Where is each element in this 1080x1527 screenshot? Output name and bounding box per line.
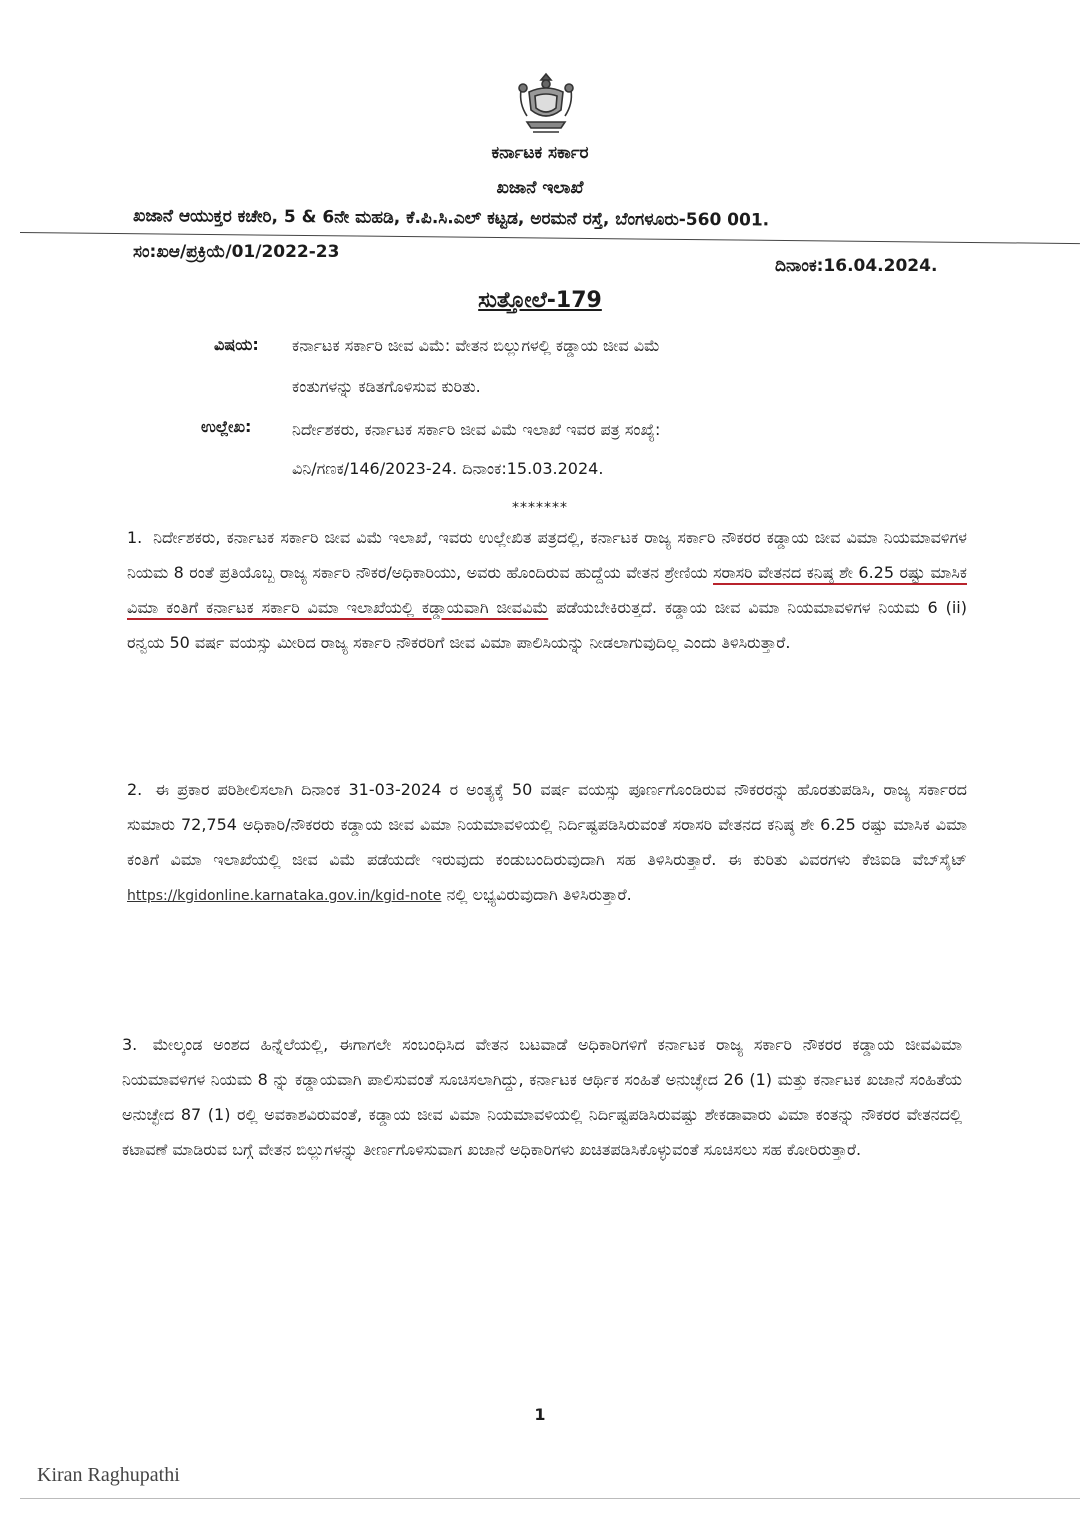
paragraph-text: ಪಡೆಯಬೇಕಿರುತ್ತದೆ. ಕಡ್ಡಾಯ ಜೀವ ವಿಮಾ ನಿಯಮಾವಳಿಗಳ ನಿಯಮ 6 (ii) ರನ್ವಯ 50 ವರ್ಷ ವಯಸ್ಸು ಮೀರಿದ ರಾಜ್ಯ ಸರ್ಕಾರಿ ನೌಕರರಿಗೆ ಜೀವ ವಿಮಾ ಪಾಲಿಸಿಯನ್ನು ನೀಡಲಾಗುವುದಿಲ್ಲ ಎಂದು ತಿಳಿಸಿರುತ್ತಾರೆ. [127, 598, 967, 652]
paragraph-1 [127, 520, 967, 660]
reference-number: ಸಂ:ಖಆ/ಪ್ರಕ್ರಿಯೆ/01/2022-23 [133, 242, 340, 262]
paragraph-number: 1. [127, 528, 143, 547]
paragraph-number: 3. [122, 1035, 138, 1054]
bottom-divider [20, 1498, 1080, 1499]
paragraph-number: 2. [127, 780, 143, 799]
government-name: ಕರ್ನಾಟಕ ಸರ್ಕಾರ [491, 143, 589, 163]
watermark: Kiran Raghupathi [37, 1464, 180, 1486]
subject-line-2: ಕಂತುಗಳನ್ನು ಕಡಿತಗೊಳಿಸುವ ಕುರಿತು. [292, 377, 481, 396]
subject-label: ವಿಷಯ: [214, 335, 259, 354]
separator: ******* [512, 500, 568, 516]
state-emblem-icon [515, 70, 577, 138]
paragraph-text: ಮೇಲ್ಕಂಡ ಅಂಶದ ಹಿನ್ನೆಲೆಯಲ್ಲಿ, ಈಗಾಗಲೇ ಸಂಬಂಧಿಸಿದ ವೇತನ ಬಟವಾಡೆ ಅಧಿಕಾರಿಗಳಿಗೆ ಕರ್ನಾಟಕ ರಾಜ್ಯ ಸರ್ಕಾರಿ ನೌಕರರ ಕಡ್ಡಾಯ ಜೀವವಿಮಾ ನಿಯಮಾವಳಿಗಳ ನಿಯಮ 8 ನ್ನು ಕಡ್ಡಾಯವಾಗಿ ಪಾಲಿಸುವಂತೆ ಸೂಚಿಸಲಾಗಿದ್ದು, ಕರ್ನಾಟಕ ಆರ್ಥಿಕ ಸಂಹಿತೆ ಅನುಚ್ಛೇದ 26 (1) ಮತ್ತು ಕರ್ನಾಟಕ ಖಜಾನೆ ಸಂಹಿತೆಯ ಅನುಚ್ಛೇದ 87 (1) ರಲ್ಲಿ ಅವಕಾಶವಿರುವಂತೆ, ಕಡ್ಡಾಯ ಜೀವ ವಿಮಾ ನಿಯಮಾವಳಿಯಲ್ಲಿ ನಿರ್ದಿಷ್ಟಪಡಿಸಿರುವಷ್ಟು ಶೇಕಡಾವಾರು ವಿಮಾ ಕಂತನ್ನು ನೌಕರರ ವೇತನದಲ್ಲಿ ಕಟಾವಣೆ ಮಾಡಿರುವ ಬಗ್ಗೆ ವೇತನ ಬಿಲ್ಲುಗಳನ್ನು ತೀರ್ಣಗೊಳಿಸುವಾಗ ಖಜಾನೆ ಅಧಿಕಾರಿಗಳು ಖಚಿತಪಡಿಸಿಕೊಳ್ಳುವಂತೆ ಸೂಚಿಸಲು ಸಹ ಕೋರಿರುತ್ತಾರೆ. [122, 1035, 962, 1159]
paragraph-text: ನಿರ್ದೇಶಕರು, ಕರ್ನಾಟಕ ಸರ್ಕಾರಿ ಜೀವ ವಿಮೆ ಇಲಾಖೆ, ಇವರು ಉಲ್ಲೇಖಿತ ಪತ್ರದಲ್ಲಿ, ಕರ್ನಾಟಕ ರಾಜ್ಯ ಸರ್ಕಾರಿ ನೌಕರರ ಕಡ್ಡಾಯ ಜೀವ ವಿಮಾ ನಿಯಮಾವಳಿಗಳ ನಿಯಮ 8 ರಂತೆ ಪ್ರತಿಯೊಬ್ಬ ರಾಜ್ಯ ಸರ್ಕಾರಿ ನೌಕರ/ಅಧಿಕಾರಿಯು, ಅವರು ಹೊಂದಿರುವ ಹುದ್ದೆಯ ವೇತನ ಶ್ರೇಣಿಯ [127, 528, 967, 582]
office-address: ಖಜಾನೆ ಆಯುಕ್ತರ ಕಚೇರಿ, 5 & 6ನೇ ಮಹಡಿ, ಕೆ.ಪಿ.ಸಿ.ಎಲ್ ಕಟ್ಟಡ, ಅರಮನೆ ರಸ್ತೆ, ಬೆಂಗಳೂರು-560 001. [132, 206, 770, 231]
paragraph-text: ನಲ್ಲಿ ಲಭ್ಯವಿರುವುದಾಗಿ ತಿಳಿಸಿರುತ್ತಾರೆ. [441, 885, 632, 904]
reference-label: ಉಲ್ಲೇಖ: [201, 417, 252, 436]
department-name: ಖಜಾನೆ ಇಲಾಖೆ [496, 178, 584, 198]
highlighted-text: ಸರಾಸರಿ ವೇತನದ ಕನಿಷ್ಠ ಶೇ 6.25 ರಷ್ಟು ಮಾಸಿಕ ವಿಮಾ ಕಂತಿಗೆ ಕರ್ನಾಟಕ ಸರ್ಕಾರಿ ವಿಮಾ ಇಲಾಖೆಯಲ್ಲಿ ಕಡ್ಡಾಯವಾಗಿ ಜೀವವಿಮೆ [127, 563, 967, 617]
circular-title: ಸುತ್ತೋಲೆ-179 [478, 288, 602, 313]
paragraph-3 [122, 1027, 962, 1167]
reference-line-1: ನಿರ್ದೇಶಕರು, ಕರ್ನಾಟಕ ಸರ್ಕಾರಿ ಜೀವ ವಿಮೆ ಇಲಾಖೆ ಇವರ ಪತ್ರ ಸಂಖ್ಯೆ: [292, 420, 661, 439]
paragraph-text: ಈ ಪ್ರಕಾರ ಪರಿಶೀಲಿಸಲಾಗಿ ದಿನಾಂಕ 31-03-2024 ರ ಅಂತ್ಯಕ್ಕೆ 50 ವರ್ಷ ವಯಸ್ಸು ಪೂರ್ಣಗೊಂಡಿರುವ ನೌಕರರನ್ನು ಹೊರತುಪಡಿಸಿ, ರಾಜ್ಯ ಸರ್ಕಾರದ ಸುಮಾರು 72,754 ಅಧಿಕಾರಿ/ನೌಕರರು ಕಡ್ಡಾಯ ಜೀವ ವಿಮಾ ನಿಯಮಾವಳಿಯಲ್ಲಿ ನಿರ್ದಿಷ್ಟಪಡಿಸಿರುವಂತೆ ಸರಾಸರಿ ವೇತನದ ಕನಿಷ್ಠ ಶೇ 6.25 ರಷ್ಟು ಮಾಸಿಕ ವಿಮಾ ಕಂತಿಗೆ ವಿಮಾ ಇಲಾಖೆಯಲ್ಲಿ ಜೀವ ವಿಮೆ ಪಡೆಯದೇ ಇರುವುದು ಕಂಡುಬಂದಿರುವುದಾಗಿ ಸಹ ತಿಳಿಸಿರುತ್ತಾರೆ. ಈ ಕುರಿತು ವಿವರಗಳು ಕೆಜಿಐಡಿ ವೆಬ್‌ಸೈಟ್ [127, 780, 967, 869]
issue-date: ದಿನಾಂಕ:16.04.2024. [775, 256, 938, 276]
reference-line-2: ವಿನಿ/ಗಣಕ/146/2023-24. ದಿನಾಂಕ:15.03.2024. [292, 459, 604, 478]
paragraph-2 [127, 772, 967, 914]
kgid-website-link[interactable]: https://kgidonline.karnataka.gov.in/kgid-note [127, 888, 442, 904]
subject-line-1: ಕರ್ನಾಟಕ ಸರ್ಕಾರಿ ಜೀವ ವಿಮೆ: ವೇತನ ಬಿಲ್ಲುಗಳಲ್ಲಿ ಕಡ್ಡಾಯ ಜೀವ ವಿಮೆ [292, 336, 660, 355]
page-number: 1 [534, 1405, 546, 1424]
